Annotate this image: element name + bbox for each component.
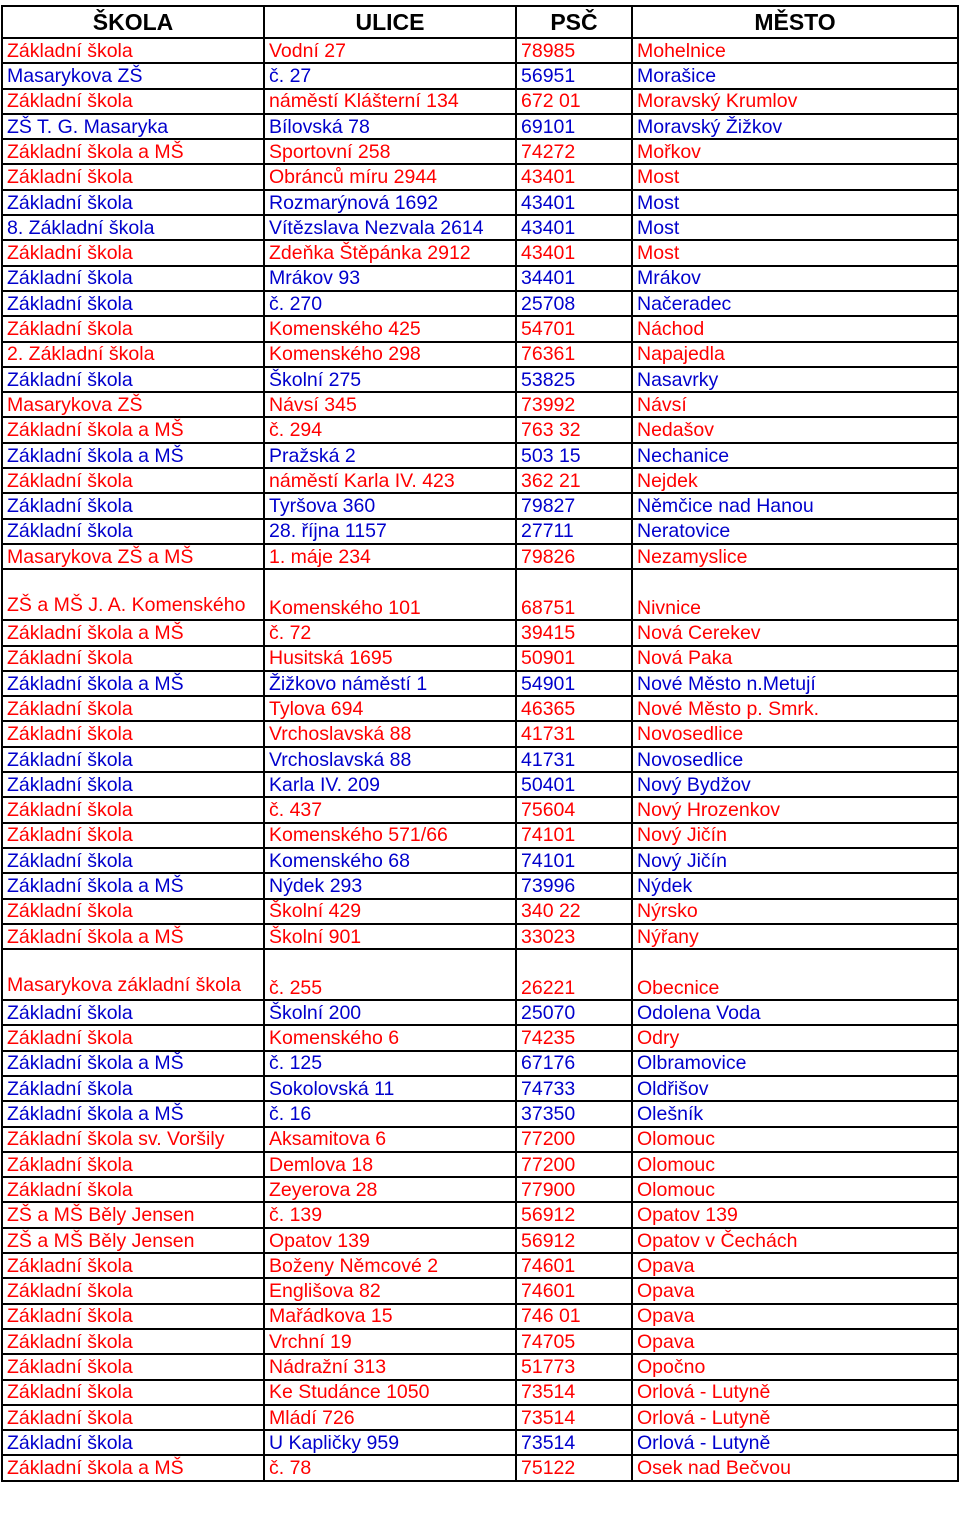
cell-ulice: č. 437 [264, 797, 516, 822]
cell-ulice: Karla IV. 209 [264, 772, 516, 797]
table-row [2, 519, 958, 544]
cell-skola: Základní škola [2, 291, 264, 316]
cell-skola: Masarykova ZŠ a MŠ [2, 544, 264, 569]
cell-mesto: Olešník [632, 1101, 958, 1126]
table-row [2, 316, 958, 341]
table-row [2, 1127, 958, 1152]
cell-psc: 54701 [516, 316, 632, 341]
cell-mesto: Mohelnice [632, 38, 958, 63]
table-row [2, 367, 958, 392]
cell-mesto: Most [632, 215, 958, 240]
cell-ulice: Obránců míru 2944 [264, 164, 516, 189]
cell-psc: 77200 [516, 1152, 632, 1177]
cell-psc: 79827 [516, 493, 632, 518]
cell-ulice: Nádražní 313 [264, 1354, 516, 1379]
cell-ulice: Komenského 571/66 [264, 823, 516, 848]
table-row [2, 1202, 958, 1227]
cell-mesto: Nové Město p. Smrk. [632, 696, 958, 721]
cell-ulice: Mařádkova 15 [264, 1304, 516, 1329]
table-row [2, 164, 958, 189]
cell-ulice: Rozmarýnová 1692 [264, 190, 516, 215]
cell-psc: 75604 [516, 797, 632, 822]
cell-psc: 43401 [516, 164, 632, 189]
table-row [2, 266, 958, 291]
cell-skola: Základní škola [2, 316, 264, 341]
cell-psc: 27711 [516, 519, 632, 544]
cell-psc: 73514 [516, 1430, 632, 1455]
cell-skola: Základní škola [2, 266, 264, 291]
table-row [2, 848, 958, 873]
cell-psc: 74705 [516, 1329, 632, 1354]
table-row [2, 114, 958, 139]
cell-skola: Základní škola [2, 797, 264, 822]
cell-mesto: Nový Bydžov [632, 772, 958, 797]
header-mesto: MĚSTO [632, 6, 958, 38]
cell-psc: 34401 [516, 266, 632, 291]
cell-psc: 74272 [516, 139, 632, 164]
table-row [2, 899, 958, 924]
cell-psc: 51773 [516, 1354, 632, 1379]
cell-mesto: Oldřišov [632, 1076, 958, 1101]
cell-ulice: Bílovská 78 [264, 114, 516, 139]
table-row [2, 190, 958, 215]
cell-mesto: Moravský Žižkov [632, 114, 958, 139]
cell-skola: Základní škola [2, 190, 264, 215]
cell-ulice: Mrákov 93 [264, 266, 516, 291]
cell-mesto: Odry [632, 1025, 958, 1050]
cell-ulice: náměstí Karla IV. 423 [264, 468, 516, 493]
cell-skola: ZŠ a MŠ Běly Jensen [2, 1228, 264, 1253]
cell-mesto: Nýrsko [632, 899, 958, 924]
cell-mesto: Novosedlice [632, 747, 958, 772]
cell-psc: 74235 [516, 1025, 632, 1050]
header-ulice: ULICE [264, 6, 516, 38]
cell-psc: 46365 [516, 696, 632, 721]
cell-ulice: č. 255 [264, 949, 516, 1000]
table-row [2, 1177, 958, 1202]
header-psc: PSČ [516, 6, 632, 38]
cell-ulice: Vrchoslavská 88 [264, 747, 516, 772]
cell-skola: ZŠ T. G. Masaryka [2, 114, 264, 139]
cell-ulice: Zdeňka Štěpánka 2912 [264, 240, 516, 265]
cell-skola: Základní škola [2, 823, 264, 848]
cell-skola: Základní škola a MŠ [2, 620, 264, 645]
cell-psc: 74601 [516, 1253, 632, 1278]
table-row [2, 1152, 958, 1177]
table-row [2, 696, 958, 721]
cell-mesto: Opava [632, 1304, 958, 1329]
cell-skola: Masarykova ZŠ [2, 63, 264, 88]
table-row [2, 1354, 958, 1379]
cell-skola: Základní škola a MŠ [2, 1051, 264, 1076]
cell-skola: Základní škola [2, 747, 264, 772]
cell-skola: Základní škola [2, 493, 264, 518]
table-row [2, 1051, 958, 1076]
cell-mesto: Nový Jičín [632, 848, 958, 873]
cell-skola: ZŠ a MŠ Běly Jensen [2, 1202, 264, 1227]
cell-ulice: 1. máje 234 [264, 544, 516, 569]
cell-skola: Základní škola [2, 1278, 264, 1303]
cell-ulice: Husitská 1695 [264, 646, 516, 671]
cell-skola: Základní škola [2, 1329, 264, 1354]
table-row [2, 468, 958, 493]
cell-ulice: Zeyerova 28 [264, 1177, 516, 1202]
cell-mesto: Olomouc [632, 1127, 958, 1152]
cell-psc: 362 21 [516, 468, 632, 493]
cell-ulice: Demlova 18 [264, 1152, 516, 1177]
cell-mesto: Osek nad Bečvou [632, 1455, 958, 1480]
cell-psc: 73514 [516, 1405, 632, 1430]
cell-mesto: Náchod [632, 316, 958, 341]
cell-psc: 763 32 [516, 417, 632, 442]
cell-ulice: Vítězslava Nezvala 2614 [264, 215, 516, 240]
cell-psc: 25708 [516, 291, 632, 316]
cell-skola: Základní škola [2, 1025, 264, 1050]
cell-psc: 74601 [516, 1278, 632, 1303]
header-row [2, 6, 958, 38]
cell-ulice: Opatov 139 [264, 1228, 516, 1253]
cell-ulice: č. 16 [264, 1101, 516, 1126]
cell-ulice: č. 72 [264, 620, 516, 645]
cell-psc: 78985 [516, 38, 632, 63]
cell-ulice: 28. října 1157 [264, 519, 516, 544]
cell-psc: 56912 [516, 1202, 632, 1227]
cell-mesto: Nasavrky [632, 367, 958, 392]
cell-skola: Základní škola [2, 1000, 264, 1025]
cell-mesto: Orlová - Lutyně [632, 1405, 958, 1430]
cell-psc: 41731 [516, 721, 632, 746]
cell-mesto: Opočno [632, 1354, 958, 1379]
cell-ulice: Mládí 726 [264, 1405, 516, 1430]
cell-psc: 74101 [516, 848, 632, 873]
cell-ulice: Sokolovská 11 [264, 1076, 516, 1101]
cell-skola: Základní škola a MŠ [2, 139, 264, 164]
cell-psc: 75122 [516, 1455, 632, 1480]
cell-skola: Základní škola [2, 367, 264, 392]
cell-mesto: Odolena Voda [632, 1000, 958, 1025]
cell-mesto: Nové Město n.Metují [632, 671, 958, 696]
cell-psc: 43401 [516, 215, 632, 240]
school-table [1, 5, 959, 1482]
table-row [2, 1405, 958, 1430]
cell-psc: 76361 [516, 342, 632, 367]
table-row [2, 747, 958, 772]
cell-psc: 56951 [516, 63, 632, 88]
table-row [2, 721, 958, 746]
cell-mesto: Opava [632, 1329, 958, 1354]
cell-psc: 340 22 [516, 899, 632, 924]
table-row [2, 823, 958, 848]
cell-psc: 79826 [516, 544, 632, 569]
table-row [2, 63, 958, 88]
cell-skola: Základní škola a MŠ [2, 924, 264, 949]
cell-psc: 56912 [516, 1228, 632, 1253]
cell-psc: 73514 [516, 1380, 632, 1405]
table-row [2, 671, 958, 696]
cell-ulice: Aksamitova 6 [264, 1127, 516, 1152]
cell-psc: 77900 [516, 1177, 632, 1202]
cell-ulice: č. 139 [264, 1202, 516, 1227]
cell-ulice: č. 125 [264, 1051, 516, 1076]
table-row [2, 342, 958, 367]
cell-skola: Základní škola a MŠ [2, 417, 264, 442]
cell-psc: 43401 [516, 190, 632, 215]
cell-psc: 746 01 [516, 1304, 632, 1329]
table-row [2, 1000, 958, 1025]
cell-skola: Základní škola [2, 772, 264, 797]
table-row [2, 417, 958, 442]
table-row [2, 493, 958, 518]
cell-ulice: Návsí 345 [264, 392, 516, 417]
table-row [2, 443, 958, 468]
cell-psc: 77200 [516, 1127, 632, 1152]
table-row [2, 1329, 958, 1354]
cell-ulice: Komenského 101 [264, 569, 516, 620]
cell-mesto: Olomouc [632, 1152, 958, 1177]
table-row [2, 772, 958, 797]
table-row [2, 291, 958, 316]
cell-mesto: Nová Cerekev [632, 620, 958, 645]
table-row [2, 797, 958, 822]
cell-psc: 54901 [516, 671, 632, 696]
cell-mesto: Orlová - Lutyně [632, 1430, 958, 1455]
cell-skola: Základní škola [2, 1354, 264, 1379]
cell-skola: Základní škola [2, 1152, 264, 1177]
cell-ulice: Školní 275 [264, 367, 516, 392]
cell-mesto: Moravský Krumlov [632, 89, 958, 114]
cell-mesto: Neratovice [632, 519, 958, 544]
table-row [2, 646, 958, 671]
cell-mesto: Opava [632, 1253, 958, 1278]
cell-skola: Základní škola [2, 1405, 264, 1430]
cell-ulice: Komenského 6 [264, 1025, 516, 1050]
table-row [2, 38, 958, 63]
table-row [2, 1076, 958, 1101]
cell-ulice: Tylova 694 [264, 696, 516, 721]
cell-ulice: Vrchoslavská 88 [264, 721, 516, 746]
header-skola: ŠKOLA [2, 6, 264, 38]
cell-psc: 73996 [516, 873, 632, 898]
table-row [2, 873, 958, 898]
cell-mesto: Opatov v Čechách [632, 1228, 958, 1253]
cell-skola: Základní škola a MŠ [2, 671, 264, 696]
cell-skola: Základní škola a MŠ [2, 1101, 264, 1126]
cell-skola: Masarykova ZŠ [2, 392, 264, 417]
table-row [2, 1253, 958, 1278]
table-row [2, 392, 958, 417]
cell-ulice: Vodní 27 [264, 38, 516, 63]
cell-mesto: Opatov 139 [632, 1202, 958, 1227]
cell-ulice: Pražská 2 [264, 443, 516, 468]
table-row [2, 569, 958, 620]
cell-mesto: Nýřany [632, 924, 958, 949]
cell-ulice: Sportovní 258 [264, 139, 516, 164]
table-row [2, 139, 958, 164]
cell-mesto: Nýdek [632, 873, 958, 898]
table-row [2, 1304, 958, 1329]
cell-mesto: Olomouc [632, 1177, 958, 1202]
cell-psc: 39415 [516, 620, 632, 645]
table-row [2, 1228, 958, 1253]
cell-mesto: Nová Paka [632, 646, 958, 671]
cell-mesto: Opava [632, 1278, 958, 1303]
table-row [2, 1278, 958, 1303]
cell-skola: Základní škola a MŠ [2, 873, 264, 898]
table-row [2, 215, 958, 240]
cell-ulice: č. 294 [264, 417, 516, 442]
cell-skola: Základní škola [2, 1380, 264, 1405]
cell-psc: 74101 [516, 823, 632, 848]
cell-mesto: Mořkov [632, 139, 958, 164]
cell-ulice: Tyršova 360 [264, 493, 516, 518]
cell-ulice: Školní 901 [264, 924, 516, 949]
cell-skola: Základní škola [2, 468, 264, 493]
cell-ulice: Boženy Němcové 2 [264, 1253, 516, 1278]
cell-skola: Základní škola [2, 899, 264, 924]
cell-ulice: č. 270 [264, 291, 516, 316]
cell-skola: 8. Základní škola [2, 215, 264, 240]
cell-mesto: Obecnice [632, 949, 958, 1000]
cell-mesto: Načeradec [632, 291, 958, 316]
cell-ulice: č. 27 [264, 63, 516, 88]
cell-ulice: Školní 429 [264, 899, 516, 924]
cell-psc: 73992 [516, 392, 632, 417]
cell-ulice: Vrchní 19 [264, 1329, 516, 1354]
cell-skola: Základní škola [2, 1430, 264, 1455]
cell-skola: Základní škola [2, 38, 264, 63]
cell-skola: Základní škola [2, 646, 264, 671]
cell-skola: Základní škola [2, 519, 264, 544]
table-row [2, 924, 958, 949]
cell-mesto: Nejdek [632, 468, 958, 493]
cell-psc: 33023 [516, 924, 632, 949]
cell-ulice: Školní 200 [264, 1000, 516, 1025]
cell-psc: 67176 [516, 1051, 632, 1076]
cell-ulice: Žižkovo náměstí 1 [264, 671, 516, 696]
table-row [2, 1430, 958, 1455]
cell-skola: 2. Základní škola [2, 342, 264, 367]
cell-psc: 672 01 [516, 89, 632, 114]
cell-mesto: Olbramovice [632, 1051, 958, 1076]
cell-mesto: Morašice [632, 63, 958, 88]
cell-skola: Základní škola [2, 1304, 264, 1329]
cell-psc: 43401 [516, 240, 632, 265]
table-row [2, 1101, 958, 1126]
cell-skola: Základní škola [2, 89, 264, 114]
cell-psc: 74733 [516, 1076, 632, 1101]
cell-skola: Základní škola [2, 1177, 264, 1202]
cell-mesto: Němčice nad Hanou [632, 493, 958, 518]
cell-skola: Základní škola [2, 240, 264, 265]
cell-psc: 37350 [516, 1101, 632, 1126]
cell-psc: 50901 [516, 646, 632, 671]
cell-psc: 68751 [516, 569, 632, 620]
cell-skola: Základní škola sv. Voršily [2, 1127, 264, 1152]
cell-skola: Základní škola a MŠ [2, 1455, 264, 1480]
cell-mesto: Napajedla [632, 342, 958, 367]
cell-ulice: Ke Studánce 1050 [264, 1380, 516, 1405]
cell-mesto: Návsí [632, 392, 958, 417]
cell-skola: Základní škola [2, 696, 264, 721]
cell-mesto: Novosedlice [632, 721, 958, 746]
cell-mesto: Nechanice [632, 443, 958, 468]
table-row [2, 89, 958, 114]
cell-ulice: Komenského 425 [264, 316, 516, 341]
cell-mesto: Nivnice [632, 569, 958, 620]
table-row [2, 1455, 958, 1480]
cell-skola: Základní škola [2, 1253, 264, 1278]
cell-psc: 25070 [516, 1000, 632, 1025]
table-row [2, 240, 958, 265]
cell-mesto: Nový Jičín [632, 823, 958, 848]
cell-mesto: Orlová - Lutyně [632, 1380, 958, 1405]
cell-mesto: Nedašov [632, 417, 958, 442]
table-row [2, 949, 958, 1000]
cell-skola: Masarykova základní škola [2, 949, 264, 1000]
cell-psc: 26221 [516, 949, 632, 1000]
cell-mesto: Nezamyslice [632, 544, 958, 569]
cell-psc: 50401 [516, 772, 632, 797]
cell-psc: 503 15 [516, 443, 632, 468]
cell-mesto: Most [632, 190, 958, 215]
cell-mesto: Most [632, 164, 958, 189]
cell-ulice: Nýdek 293 [264, 873, 516, 898]
table-row [2, 620, 958, 645]
cell-mesto: Mrákov [632, 266, 958, 291]
cell-skola: Základní škola [2, 1076, 264, 1101]
table-row [2, 544, 958, 569]
cell-skola: Základní škola [2, 848, 264, 873]
cell-ulice: U Kapličky 959 [264, 1430, 516, 1455]
cell-ulice: náměstí Klášterní 134 [264, 89, 516, 114]
cell-psc: 41731 [516, 747, 632, 772]
cell-ulice: Komenského 298 [264, 342, 516, 367]
cell-mesto: Nový Hrozenkov [632, 797, 958, 822]
cell-skola: Základní škola [2, 164, 264, 189]
cell-skola: Základní škola a MŠ [2, 443, 264, 468]
cell-skola: ZŠ a MŠ J. A. Komenského [2, 569, 264, 620]
cell-ulice: č. 78 [264, 1455, 516, 1480]
cell-mesto: Most [632, 240, 958, 265]
table-body [2, 38, 958, 1481]
cell-ulice: Komenského 68 [264, 848, 516, 873]
table-row [2, 1380, 958, 1405]
cell-ulice: Englišova 82 [264, 1278, 516, 1303]
cell-skola: Základní škola [2, 721, 264, 746]
cell-psc: 69101 [516, 114, 632, 139]
cell-psc: 53825 [516, 367, 632, 392]
table-row [2, 1025, 958, 1050]
